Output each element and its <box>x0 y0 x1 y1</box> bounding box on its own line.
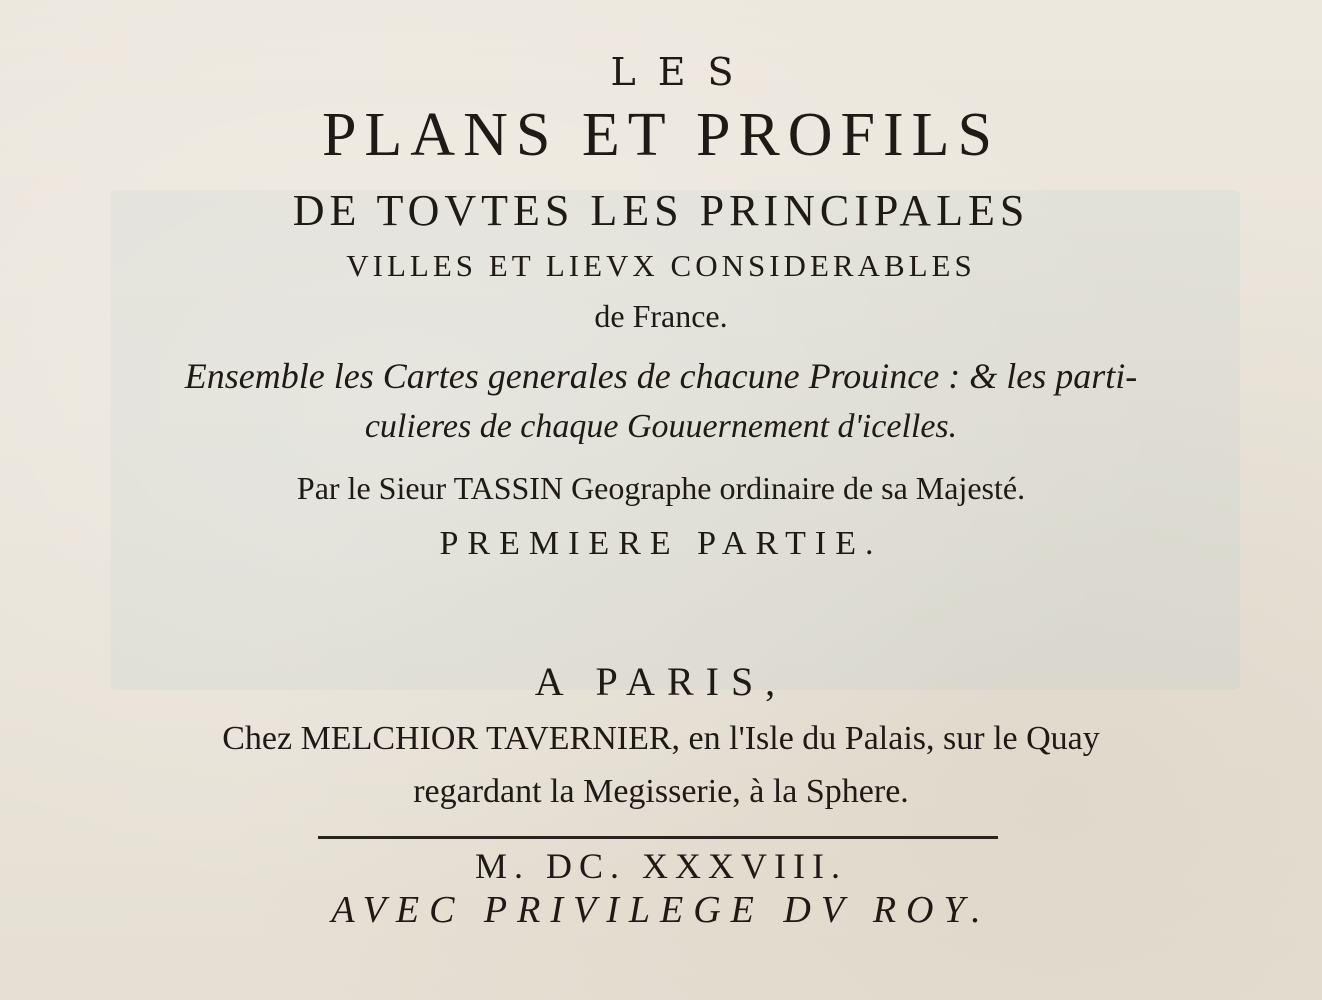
imprint-publisher: Chez MELCHIOR TAVERNIER, en l'Isle du Palais, sur le Quay <box>222 720 1100 757</box>
heading-villes-et-lieux: VILLES ET LIEVX CONSIDERABLES <box>346 248 976 283</box>
horizontal-rule <box>318 836 998 839</box>
imprint-place: A PARIS, <box>534 659 788 704</box>
heading-plans-et-profils: PLANS ET PROFILS <box>321 101 1001 169</box>
privilege-line: AVEC PRIVILEGE DV ROY. <box>331 889 991 931</box>
part-label: PREMIERE PARTIE. <box>439 525 883 562</box>
imprint-address: regardant la Megisserie, à la Sphere. <box>413 773 909 810</box>
heading-de-toutes-les-principales: DE TOVTES LES PRINCIPALES <box>292 186 1030 235</box>
heading-de-france: de France. <box>594 298 728 334</box>
imprint-date: M. DC. XXXVIII. <box>475 846 847 886</box>
author-line: Par le Sieur TASSIN Geographe ordinaire de sa Majesté. <box>296 470 1026 506</box>
subtitle-line-1: Ensemble les Cartes generales de chacune Prouince : & les parti- <box>184 356 1138 396</box>
heading-les: LES <box>610 50 756 94</box>
subtitle-line-2: culieres de chaque Gouuernement d'icelles. <box>364 408 958 445</box>
